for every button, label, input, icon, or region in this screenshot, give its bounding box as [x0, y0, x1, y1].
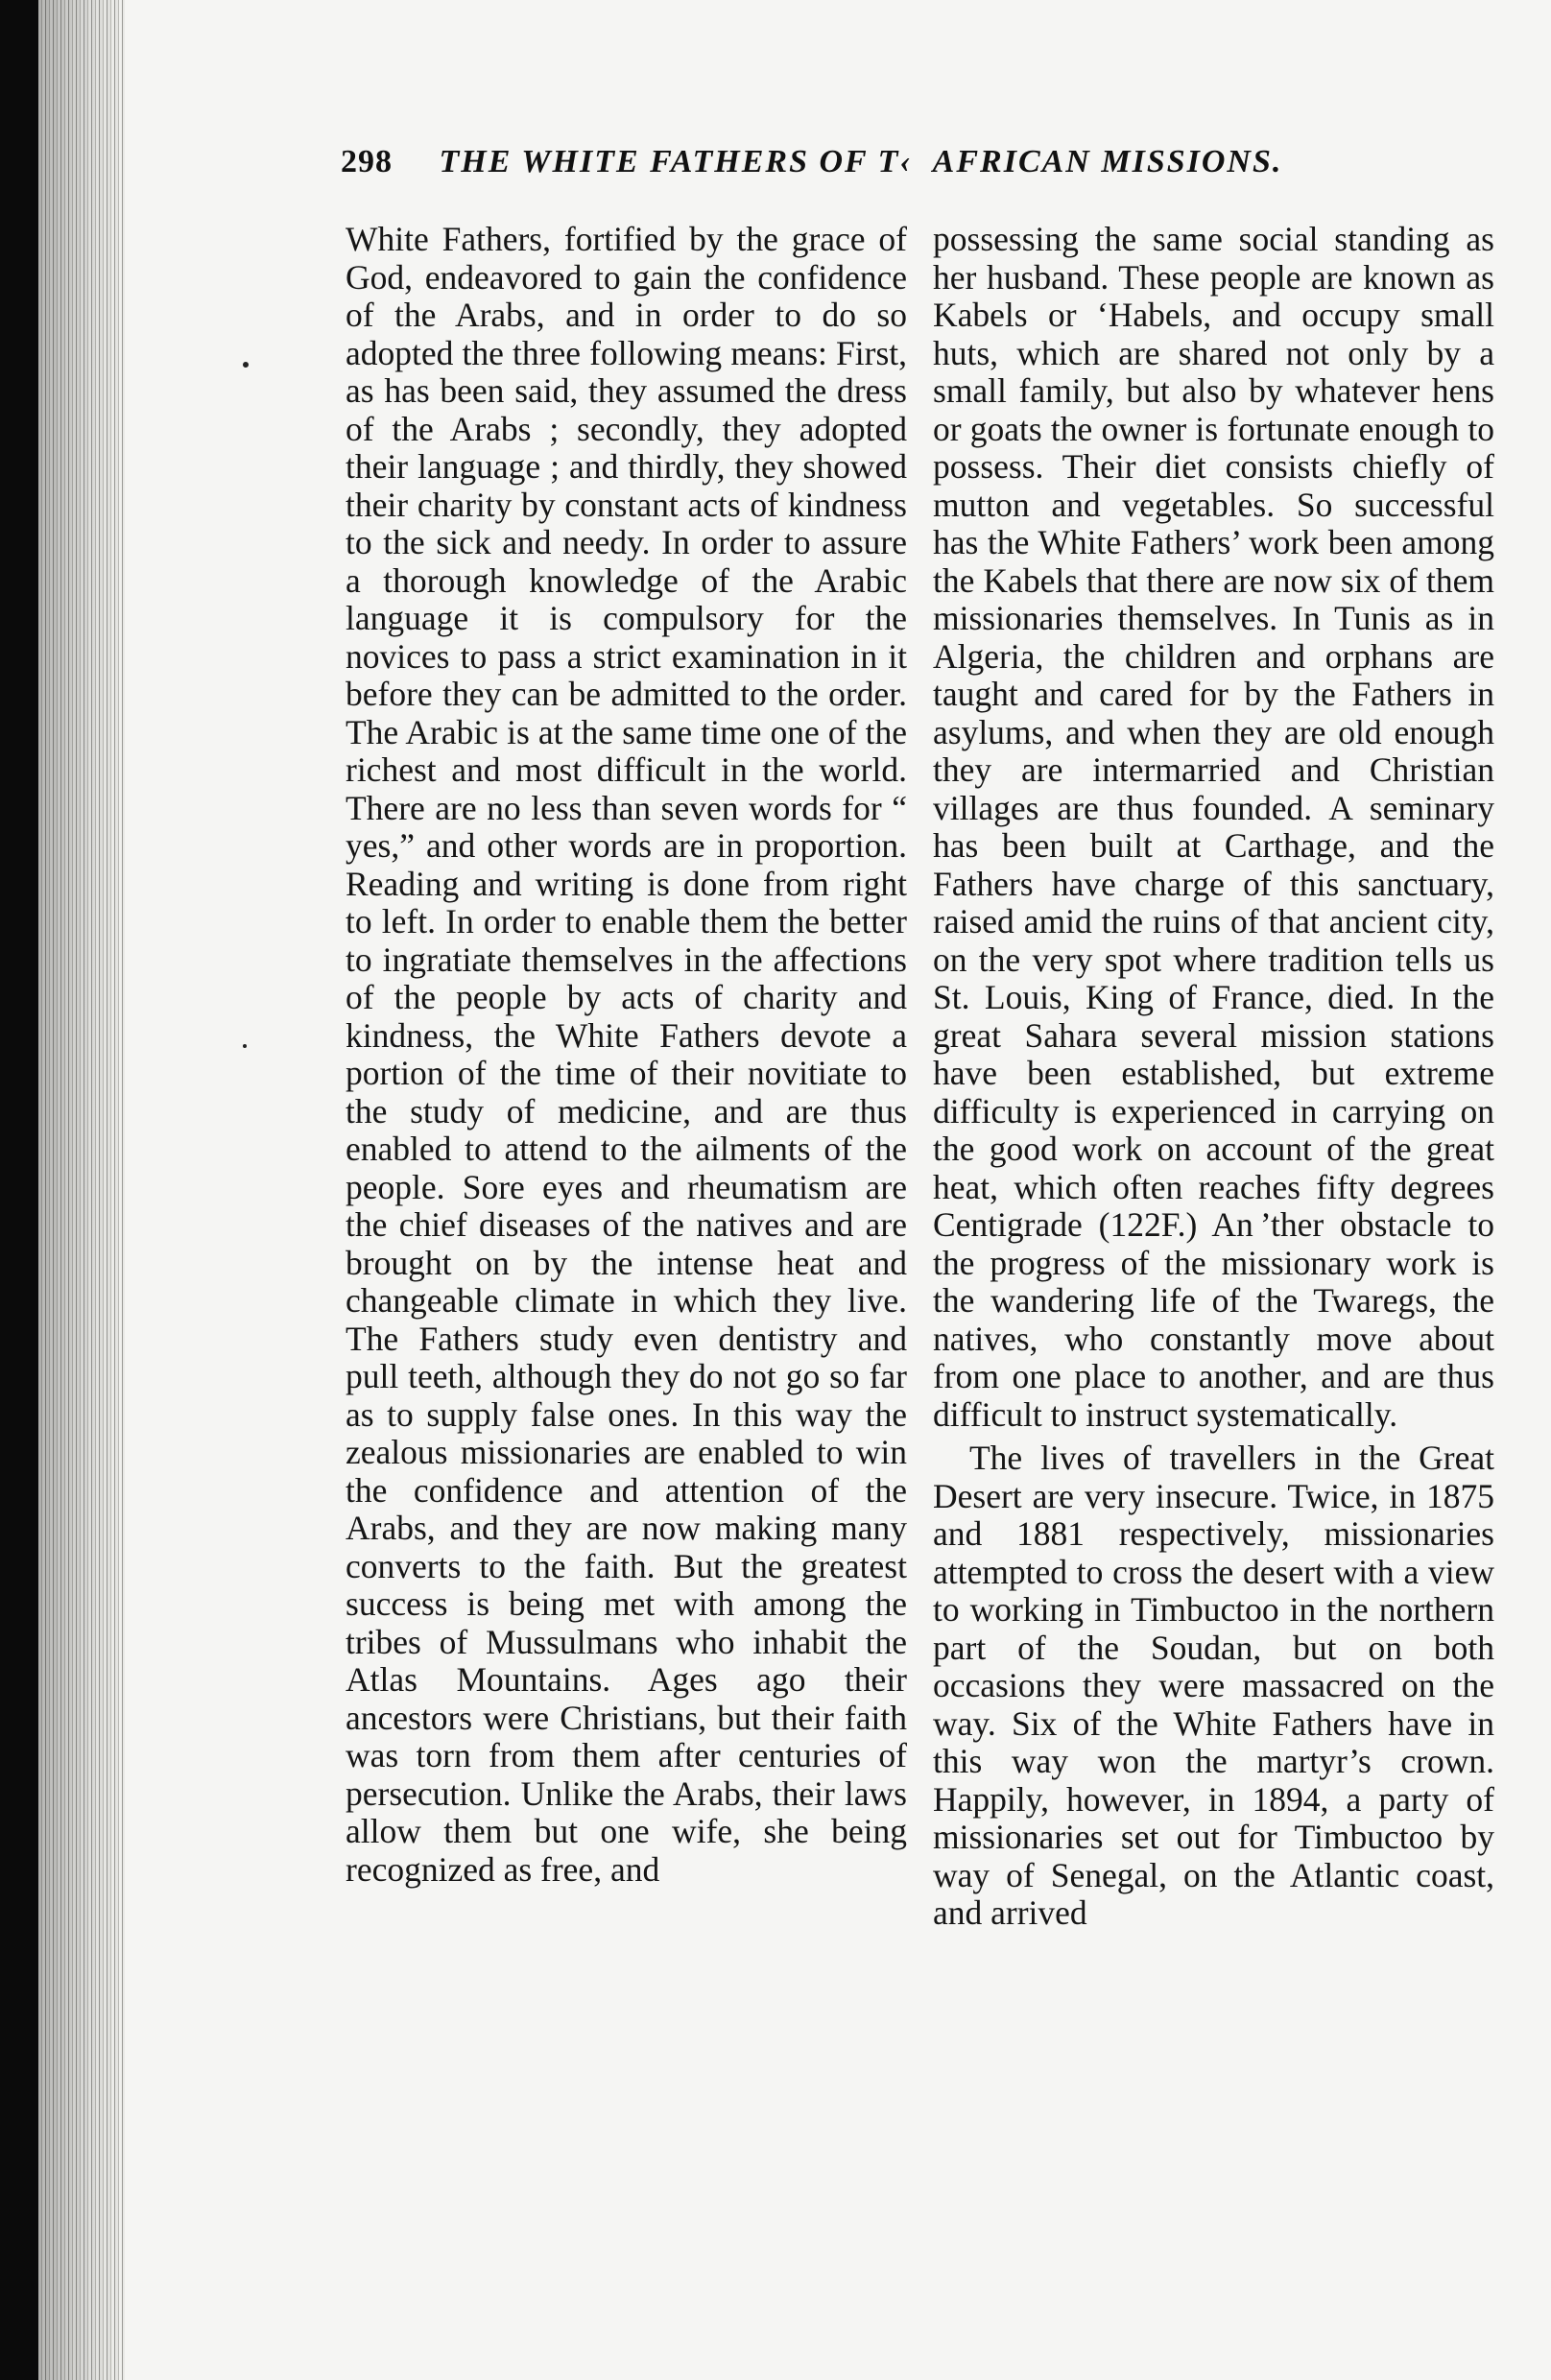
page-edges	[38, 0, 125, 2380]
left-paragraph-1: White Fathers, fortified by the grace of God, endeavored to gain the confidence of the Arabs, and in order to do so adopted the three following means: First, as has been said, they assumed the dress of the Arabs ; secondly, they adopted their language ; and thirdly, they showed their charity by constant acts of kindness to the sick and needy. In order to assure a thorough knowledge of the Arabic language it is compulsory for the novices to pass a strict examination in it before they can be admitted to the order. The Arabic is at the same time one of the richest and most difficult in the world. There are no less than seven words for “ yes,” and other words are in proportion. Reading and writing is done from right to left. In order to enable them the better to ingratiate themselves in the affections of the people by acts of charity and kindness, the White Fathers devote a portion of the time of their novitiate to the study of medicine, and are thus enabled to attend to the ailments of the people. Sore eyes and rheumatism are the chief diseases of the natives and are brought on by the intense heat and changeable climate in which they live. The Fathers study even dentistry and pull teeth, although they do not go so far as to supply false ones. In this way the zealous missionaries are enabled to win the confidence and attention of the Arabs, and they are now making many converts to the faith. But the greatest success is being met with among the tribes of Mussulmans who inhabit the Atlas Mountains. Ages ago their ancestors were Christians, but their faith was torn from them after centuries of persecution. Unlike the Arabs, their laws allow them but one wife, she being recognized as free, and	[346, 220, 907, 1889]
right-paragraph-2: The lives of travellers in the Great Desert are very insecure. Twice, in 1875 and 1881 respectively, missionaries attempted to cross the desert with a view to working in Timbuctoo in the northern part of the Soudan, but on both occasions they were massacred on the way. Six of the White Fathers have in this way won the martyr’s crown. Happily, however, in 1894, a party of missionaries set out for Timbuctoo by way of Senegal, on the Atlantic coast, and arrived	[933, 1439, 1494, 1932]
running-title: THE WHITE FATHERS OF T‹ AFRICAN MISSIONS.	[439, 144, 1283, 179]
book-binding-shadow	[0, 0, 38, 2380]
page-number: 298	[341, 144, 393, 179]
right-column	[933, 221, 1494, 1933]
margin-speck	[243, 362, 249, 368]
left-column	[346, 221, 907, 1889]
right-paragraph-1: possessing the same social standing as her husband. These people are known as Kabels or ‘Habels, and occupy small huts, which are shared not only by a small family, but also by whatever hens or goats the owner is fortunate enough to possess. Their diet consists chiefly of mutton and vegetables. So successful has the White Fathers’ work been among the Kabels that there are now six of them missionaries themselves. In Tunis as in Algeria, the children and orphans are taught and cared for by the Fathers in asylums, and when they are old enough they are intermarried and Christian villages are thus founded. A seminary has been built at Carthage, and the Fathers have charge of this sanctuary, raised amid the ruins of that ancient city, on the very spot where tradition tells us St. Louis, King of France, died. In the great Sahara several mission stations have been established, but extreme difficulty is experienced in carrying on the good work on account of the great heat, which often reaches fifty degrees Centigrade (122F.) An ’ther obstacle to the progress of the missionary work is the wandering life of the Twaregs, the natives, who constantly move about from one place to another, and are thus difficult to instruct systematically.	[933, 220, 1494, 1434]
running-header	[341, 144, 1396, 180]
margin-speck	[243, 1044, 247, 1048]
